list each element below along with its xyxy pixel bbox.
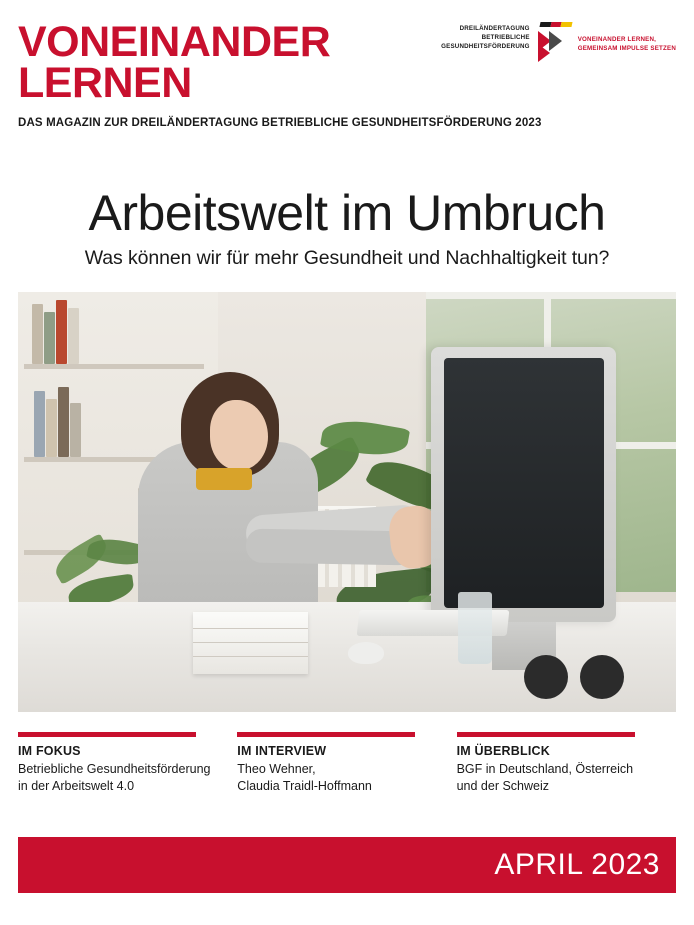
- cover-subheadline: Was können wir für mehr Gesundheit und Nachhaltigkeit tun?: [84, 247, 610, 270]
- german-flag-icon: [539, 22, 572, 27]
- chevron-dark-icon: [549, 31, 562, 51]
- congress-logo-left-line-3: GESUNDHEITSFÖRDERUNG: [441, 42, 530, 50]
- teaser-kicker: IM ÜBERBLICK: [456, 744, 550, 759]
- photo-monitor-screen: [444, 358, 604, 608]
- headline-block: [0, 184, 694, 271]
- congress-logo-left-line-1: DREILÄNDERTAGUNG: [459, 25, 530, 32]
- issue-date-bar: [18, 837, 676, 893]
- photo-water-glass: [458, 592, 492, 664]
- cover-headline: Arbeitswelt im Umbruch: [88, 184, 606, 241]
- congress-logo-right-line-1: VONEINANDER LERNEN,: [577, 36, 657, 43]
- photo-person-collar: [196, 468, 252, 490]
- teaser-line-1: Betriebliche Gesundheitsförderung: [18, 762, 211, 777]
- teaser-rule: [18, 732, 196, 737]
- photo-desk-books: [193, 612, 308, 674]
- teaser-im-ueberblick[interactable]: [457, 732, 676, 795]
- teaser-kicker: IM INTERVIEW: [237, 744, 327, 759]
- teaser-line-2: Claudia Traidl-Hoffmann: [237, 778, 372, 793]
- photo-person-face: [210, 400, 268, 470]
- teaser-line-2: in der Arbeitswelt 4.0: [18, 778, 135, 793]
- magazine-title-line1: VONEINANDER: [18, 18, 331, 66]
- photo-headphones: [524, 647, 634, 702]
- photo-mouse: [348, 642, 384, 664]
- cover-photo: [18, 292, 676, 712]
- teaser-im-interview[interactable]: [237, 732, 456, 795]
- congress-logo: [441, 22, 676, 62]
- issue-date-label: APRIL 2023: [494, 848, 660, 881]
- teaser-im-fokus[interactable]: [18, 732, 237, 795]
- congress-logo-left-line-2: BETRIEBLICHE: [481, 33, 530, 41]
- teaser-line-1: BGF in Deutschland, Österreich: [456, 762, 634, 777]
- magazine-title-line2: LERNEN: [18, 59, 192, 108]
- magazine-subtitle: DAS MAGAZIN ZUR DREILÄNDERTAGUNG BETRIEBLICHE GESUNDHEITSFÖRDERUNG 2023: [18, 116, 542, 129]
- congress-logo-right-text: [578, 22, 676, 54]
- teaser-line-2: und der Schweiz: [456, 778, 550, 793]
- teaser-rule: [237, 732, 415, 737]
- teaser-line-1: Theo Wehner,: [237, 762, 316, 777]
- teaser-kicker: IM FOKUS: [18, 744, 81, 759]
- teaser-rule: [457, 732, 635, 737]
- teaser-row: [18, 732, 676, 795]
- congress-logo-left-text: [441, 22, 530, 52]
- magazine-title: [18, 18, 438, 108]
- chevron-red-lower-icon: [538, 44, 550, 62]
- congress-logo-right-line-2: GEMEINSAM IMPULSE SETZEN: [577, 44, 676, 52]
- congress-logo-mark-icon: [536, 22, 572, 62]
- masthead: [0, 0, 694, 129]
